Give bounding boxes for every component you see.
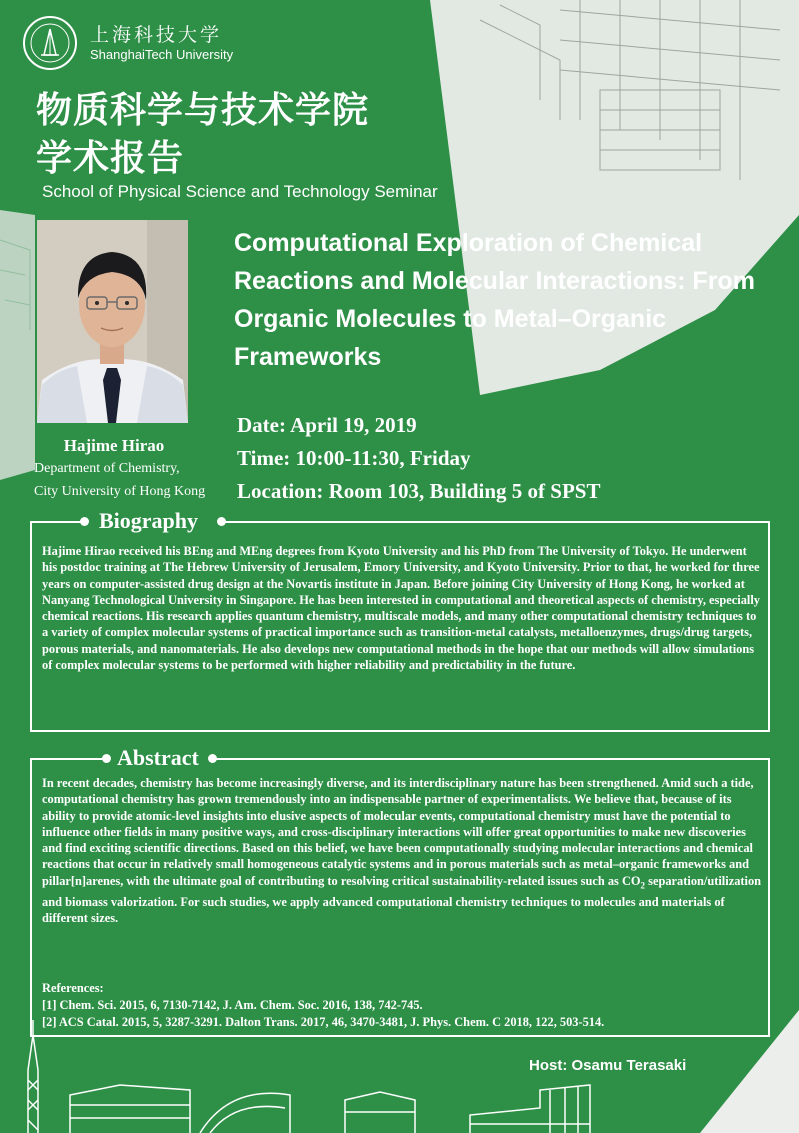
biography-text: Hajime Hirao received his BEng and MEng degrees from Kyoto University and his PhD from The University of Tokyo. He underwent his postdoc training at The Hebrew University of Jerusalem, Emory University, and Kyoto University. Prior to that, he worked for three years on computer-assisted drug design at the Novartis institute in Japan. Before joining City University of Hong Kong, he worked at Nanyang Technological University in Singapore. He has been interested in computational and theoretical aspects of chemistry, especially chemical reactions. His research applies quantum chemistry, multiscale models, and many other computational chemistry techniques to a variety of complex molecular systems of practical importance such as transition-metal catalysts, metalloenzymes, drugs/drug targets, porous materials, and nanomaterials. He also develops new computational methods in the hope that our methods will allow simulations of complex molecular systems to be performed with higher reliability and predictability in the future. xyxy=(42,544,760,673)
seminar-series-title-cn: 物质科学与技术学院 xyxy=(36,90,370,131)
university-logo xyxy=(22,15,78,71)
event-date: Date: April 19, 2019 xyxy=(237,413,417,437)
biography-dot-left xyxy=(80,517,89,526)
speaker-photo xyxy=(37,220,188,423)
event-time: Time: 10:00-11:30, Friday xyxy=(237,446,471,470)
abstract-heading: Abstract xyxy=(117,745,199,770)
abstract-divider-right xyxy=(213,758,770,760)
speaker-name: Hajime Hirao xyxy=(63,436,165,455)
host-name: Host: Osamu Terasaki xyxy=(529,1057,687,1074)
seminar-series-subtitle-cn: 学术报告 xyxy=(36,138,185,179)
event-location: Location: Room 103, Building 5 of SPST xyxy=(237,479,601,503)
references-block xyxy=(42,980,782,1031)
speaker-affiliation: City University of Hong Kong xyxy=(34,484,206,499)
reference-item: [2] ACS Catal. 2015, 5, 3287-3291. Dalton Trans. 2017, 46, 3470-3481, J. Phys. Chem. C 2018, 122, 503-514. xyxy=(42,1015,605,1029)
seminar-series-title-en: School of Physical Science and Technology Seminar xyxy=(42,182,438,201)
abstract-subscript: 2 xyxy=(640,880,646,891)
biography-divider-left xyxy=(30,521,82,523)
talk-title: Computational Exploration of Chemical Reactions and Molecular Interactions: From Organic Molecules to Metal–Organic Frameworks xyxy=(234,229,755,371)
abstract-text xyxy=(42,775,764,926)
abstract-text-part1: In recent decades, chemistry has become increasingly diverse, and its interdisciplinary nature has been strengthened. Amid such a tide, computational chemistry has grown tremendously into an indispensable partner of experimentalists. We believe that, because of its ability to provide atomic-level insights into elusive aspects of molecular events, computational chemistry must have the potential to influence other fields in many positive ways, and cross-disciplinary interactions will offer great opportunities to make new discoveries and find exciting scientific directions. Based on this belief, we have been computationally studying molecular interactions and chemical reactions that occur in relatively small homogeneous catalytic systems and in porous materials such as metal–organic frameworks and pillar[n]arenes, with the ultimate goal of contributing to resolving critical sustainability-related issues such as CO xyxy=(42,776,754,888)
reference-item: [1] Chem. Sci. 2015, 6, 7130-7142, J. Am. Chem. Soc. 2016, 138, 742-745. xyxy=(42,998,423,1012)
abstract-divider-left xyxy=(30,758,104,760)
references-heading: References: xyxy=(42,981,104,995)
university-name-en: ShanghaiTech University xyxy=(90,47,234,62)
abstract-dot-left xyxy=(102,754,111,763)
biography-heading: Biography xyxy=(99,508,199,533)
biography-divider-right xyxy=(222,521,770,523)
abstract-text-part2: separation/utilization and biomass valorization. For such studies, we apply advanced computational chemistry techniques to molecules and materials of different sizes. xyxy=(42,873,762,925)
university-name-cn: 上海科技大学 xyxy=(90,24,223,46)
speaker-department: Department of Chemistry, xyxy=(34,461,180,476)
